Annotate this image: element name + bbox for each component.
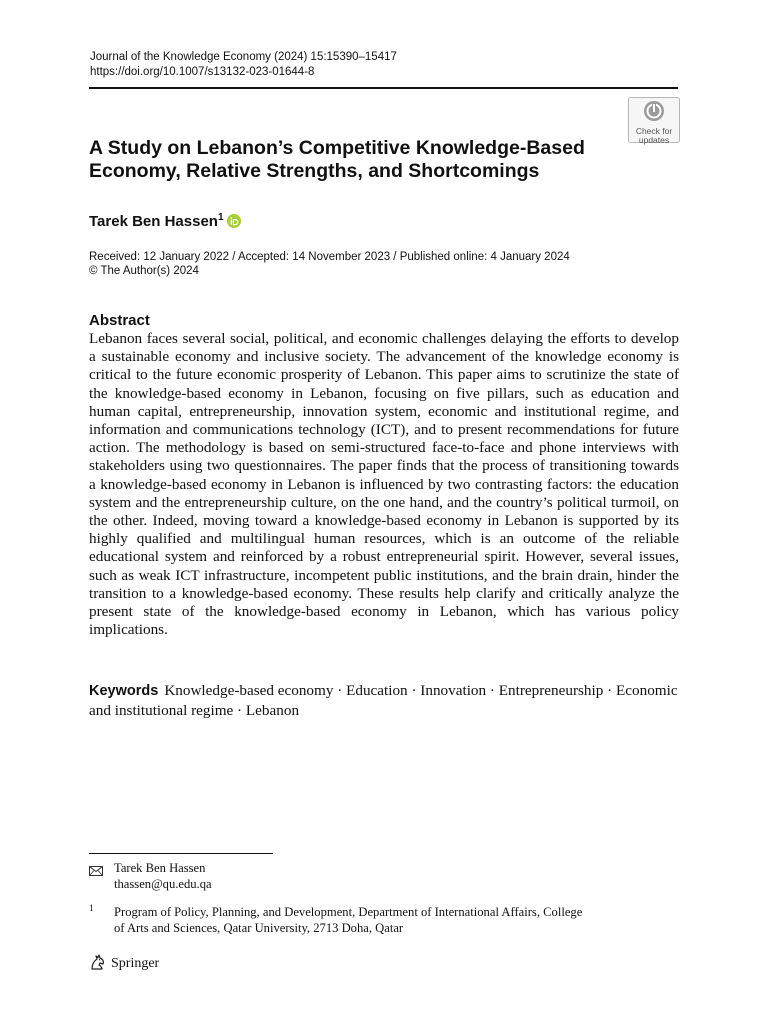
check-for-updates-icon — [629, 100, 679, 127]
abstract-text: Lebanon faces several social, political, and economic challenges delaying the efforts to develop a sustainable economy and inclusive society. The advancement of the knowledge economy is critical to the future economic prosperity of Lebanon. This paper aims to scrutinize the state of the knowledge-based economy in Lebanon, focusing on five pillars, such as education and human capital, entrepreneurship, innovation system, economic and institutional regime, and information and communications technology (ICT), and to present recommendations for future action. The methodology is based on semi-structured face-to-face and phone interviews with stakeholders using two questionnaires. The paper finds that the process of transitioning towards a knowledge-based economy in Lebanon is influenced by two contrasting factors: the education system and the entrepreneurship culture, on the one hand, and the country’s political turmoil, on the other. Indeed, moving toward a knowledge-based economy in Lebanon is supported by its highly qualified and multilingual human resources, which is an outcome of the reliable educational system and reinforced by a robust entrepreneurial spirit. However, several issues, such as weak ICT infrastructure, incompetent public institutions, and the brain drain, hinder the transition to a knowledge-based economy. These results help clarify and critically analyze the present state of the knowledge-based economy in Lebanon, which has various policy implications. — [89, 330, 679, 639]
author-name[interactable]: Tarek Ben Hassen — [89, 213, 218, 230]
publisher-name: Springer — [111, 956, 160, 971]
article-title: A Study on Lebanon’s Competitive Knowledge-Based Economy, Relative Strengths, and Shortcomings — [89, 137, 585, 182]
corresponding-author-email[interactable]: thassen@qu.edu.qa — [114, 877, 212, 891]
check-for-updates-label: Check for updates — [635, 126, 673, 145]
keywords-list: Knowledge-based economy · Education · Innovation · Entrepreneurship · Economic and institutional regime · Lebanon — [89, 682, 678, 719]
envelope-icon — [89, 863, 103, 881]
affiliation — [114, 904, 654, 936]
keywords-block — [89, 681, 679, 720]
footnote-rule — [89, 853, 273, 854]
check-for-updates-badge[interactable] — [628, 97, 680, 143]
keywords-label: Keywords — [89, 683, 159, 699]
corresponding-author — [114, 860, 212, 892]
affiliation-number: 1 — [89, 904, 94, 914]
publication-dates: Received: 12 January 2022 / Accepted: 14 November 2023 / Published online: 4 January 2024 — [89, 251, 570, 263]
springer-horse-icon — [89, 953, 107, 978]
orcid-icon[interactable] — [227, 214, 241, 234]
affiliation-line-1: Program of Policy, Planning, and Development, Department of International Affairs, College — [114, 905, 583, 919]
author-affiliation-marker: 1 — [217, 212, 224, 223]
copyright-notice: © The Author(s) 2024 — [89, 265, 199, 277]
header-rule — [89, 87, 678, 89]
doi-link[interactable]: https://doi.org/10.1007/s13132-023-01644-8 — [90, 66, 315, 78]
corresponding-author-name: Tarek Ben Hassen — [114, 861, 206, 875]
journal-citation: Journal of the Knowledge Economy (2024) 15:15390–15417 — [90, 51, 397, 63]
publication-info — [89, 250, 570, 278]
author-line — [89, 208, 241, 234]
journal-header — [90, 50, 397, 80]
affiliation-line-2: of Arts and Sciences, Qatar University, 2713 Doha, Qatar — [114, 921, 404, 935]
publisher-logo — [89, 953, 159, 978]
abstract-heading: Abstract — [89, 312, 150, 329]
